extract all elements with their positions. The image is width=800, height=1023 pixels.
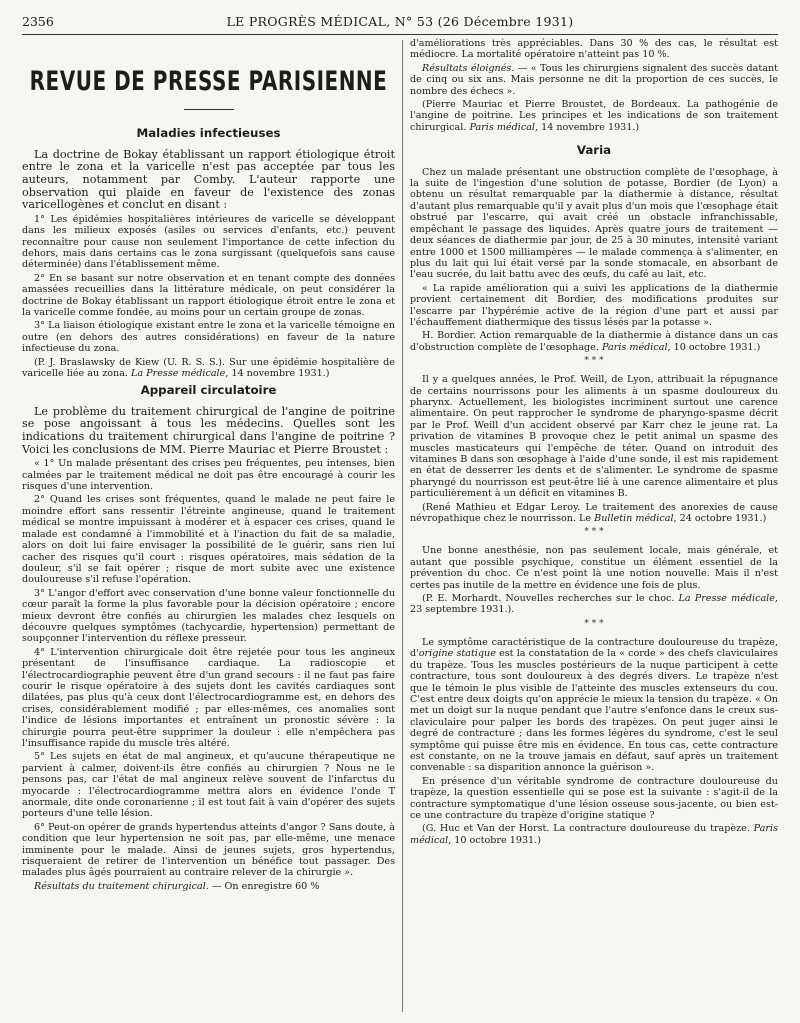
- paragraph: [22, 881, 395, 892]
- paragraph: 1° Les épidémies hospitalières intérieures de varicelle se développant dans les milieux exposés (asiles ou services d'enfants, etc.) peuvent reconnaître pour cause non seulement l'importance de cette infection du dehors, mais dans certains cas le zona surgissant (quelquefois sans cause déterminée) dans l'établissement même.: [22, 213, 395, 271]
- reference: [22, 357, 395, 380]
- journal-name: Paris médical: [602, 341, 668, 353]
- running-title: LE PROGRÈS MÉDICAL, N° 53 (26 Décembre 1931): [226, 14, 574, 29]
- column-divider: [402, 40, 403, 1012]
- reference-date: , 10 octobre 1931.): [667, 341, 761, 353]
- reference: [410, 823, 778, 846]
- page-header: [22, 12, 778, 35]
- paragraph: Il y a quelques années, le Prof. Weill, de Lyon, attribuait la répugnance de certains nourrissons pour les aliments à un spasme douloureux du pharynx. Actuellement, les biologistes incriminent surtout une carence alimentaire. On peut rapprocher le syndrome de pharyngo-spasme décrit par le Prof. Weill d'un accident observé par Karr chez le jeune rat. La privation de vitamines B provoque chez le petit animal un spasme des muscles masticateurs qui l'empêche de téter. Quand on introduit des vitamines B dans son œsophage à l'aide d'une sonde, il est mis rapidement en état de desserrer les dents et de s'alimenter. Le syndrome de spasme pharyngé du nourrisson est peut-être lié à une carence alimentaire et plus particulièrement à un déficit en vitamines B.: [410, 374, 778, 500]
- title-rule: [184, 109, 234, 110]
- reference-date: , 23 septembre 1931.).: [410, 593, 778, 616]
- reference-date: , 10 octobre 1931.): [448, 834, 541, 846]
- section-separator: * * *: [584, 356, 604, 367]
- section-title-varia: Varia: [576, 143, 612, 158]
- reference: [410, 502, 778, 525]
- right-column: [410, 38, 778, 1012]
- page-number: 2356: [22, 14, 54, 29]
- paragraph: 2° En se basant sur notre observation et en tenant compte des données amassées recueillies dans la littérature médicale, on peut considérer la doctrine de Bokay établissant un rapport étiologique étroit entre le zona et la varicelle comme fondée, au moins pour un certain groupe de zonas.: [22, 272, 395, 319]
- paragraph: En présence d'un véritable syndrome de contracture douloureuse du trapèze, la question essentielle qui se pose est la suivante : s'agit-il de la contracture symptomatique d'une lésion osseuse sous-jacente, ou bien est-ce une contracture du trapèze d'origine statique ?: [410, 775, 778, 821]
- paragraph-text: est la constatation de la « corde » des chefs claviculaires du trapèze. Tous les muscles postérieurs de la nuque participent à cette contracture, tous sont douloureux à des degrés divers. Le trapèze n'est que le témoin le plus visible de l'atteinte des muscles extenseurs du cou. C'est entre deux doigts qu'on apprécie le mieux la tension du trapèze. « On met un doigt sur la nuque pendant que l'autre s'enfonce dans le creux sus-claviculaire pour palper les bords des trapèzes. On peut juger ainsi le degré de contracture ; dans les formes légères du syndrome, c'est le seul symptôme qui puisse être mis en évidence. En tous cas, cette contracture est constante, on ne la trouve jamais en défaut, sauf après un traitement convenable : sa disparition annonce la guérison ».: [410, 648, 778, 774]
- paragraph: 3° L'angor d'effort avec conservation d'une bonne valeur fonctionnelle du cœur paraît la forme la plus favorable pour la décision opératoire ; encore mieux devront être confiés au chirurgien les malades chez lesquels on découvre quelques symptômes (tachycardie, hypertension) permettant de soupçonner l'intervention du réflexe presseur.: [22, 587, 395, 645]
- reference-text: (P. J. Braslawsky de Kiew (U. R. S. S.). Sur une épidémie hospitalière de varicelle liée au zona.: [22, 356, 395, 380]
- page-columns: [22, 38, 778, 1012]
- section-separator: * * *: [584, 527, 604, 538]
- results-label: Résultats éloignés.: [422, 62, 515, 74]
- section-separator: * * *: [584, 618, 604, 629]
- reference-text: (Pierre Mauriac et Pierre Broustet, de Bordeaux. La pathogénie de l'angine de poitrine. Les principes et les indications de son traitement chirurgical.: [410, 99, 778, 133]
- reference: [410, 99, 778, 133]
- journal-name: Paris médical: [469, 121, 535, 133]
- left-column: [22, 38, 395, 1012]
- reference-date: , 24 octobre 1931.): [673, 513, 767, 525]
- journal-page: [22, 12, 778, 1012]
- section-title-appareil: Appareil circulatoire: [140, 383, 277, 398]
- reference-date: , 14 novembre 1931.): [225, 368, 330, 380]
- section-title-maladies: Maladies infectieuses: [136, 126, 281, 141]
- journal-name: La Presse médicale: [131, 368, 226, 380]
- paragraph: Chez un malade présentant une obstruction complète de l'œsophage, à la suite de l'ingestion d'une solution de potasse, Bordier (de Lyon) a obtenu un résultat remarquable par la diathermie à distance, résultat d'autant plus remarquable qu'il y avait plus d'un mois que l'œsophage était obstrué par l'escarre, qui avait créé un obstacle infranchissable, empêchant le passage des liquides. Après quatre jours de traitement — deux séances de diathermie par jour, de 25 à 30 minutes, intensité variant entre 1000 et 1500 milliampères — le malade commença à s'alimenter, en plus du lait qui lui était versé par la sonde stomacale, en absorbant de l'eau sucrée, du lait battu avec des œufs, du café au lait, etc.: [410, 166, 778, 281]
- reference-text: (G. Huc et Van der Horst. La contracture douloureuse du trapèze.: [422, 823, 750, 835]
- results-label: Résultats du traitement chirurgical.: [34, 880, 209, 892]
- journal-name: Bulletin médical: [594, 513, 674, 525]
- reference: [410, 330, 778, 353]
- paragraph: La doctrine de Bokay établissant un rapport étiologique étroit entre le zona et la varicelle n'est pas acceptée par tous les auteurs, notamment par Comby. L'auteur rapporte une observation qui plaide en faveur de l'existence des zonas varicellogènes et conclut en disant :: [22, 147, 395, 212]
- journal-name: La Presse médicale: [678, 593, 775, 605]
- paragraph: 6° Peut-on opérer de grands hypertendus atteints d'angor ? Sans doute, à condition que leur hypertension ne soit pas, par elle-même, une menace imminente pour le malade. Ainsi de jeunes sujets, gros hypertendus, risqueraient de retirer de l'intervention un bénéfice tout passager. Des malades plus âgés pourraient au contraire relever de la chirurgie ».: [22, 821, 395, 879]
- paragraph: 3° La liaison étiologique existant entre le zona et la varicelle témoigne en outre (en dehors des autres considérations) en faveur de la nature infectieuse du zona.: [22, 320, 395, 355]
- reference: [410, 593, 778, 616]
- paragraph: 2° Quand les crises sont fréquentes, quand le malade ne peut faire le moindre effort sans ressentir l'étreinte angineuse, quand le traitement médical se montre impuissant à modérer et à espacer ces crises, quand le malade est condamné à l'immobilité et à l'inaction du fait de sa maladie, alors on doit lui faire envisager la possibilité de le guérir, sans rien lui cacher des risques qu'il court : risques opératoires, mais sédation de la douleur, s'il se fait opérer ; risque de mort subite avec une existence douloureuse s'il refuse l'opération.: [22, 494, 395, 586]
- reference-text: H. Bordier. Action remarquable de la diathermie à distance dans un cas d'obstruction complète de l'œsophage.: [410, 330, 778, 353]
- paragraph: Une bonne anesthésie, non pas seulement locale, mais générale, et autant que possible psychique, constitue un élément essentiel de la prévention du choc. Ce n'est point là une notion nouvelle. Mais il n'est certes pas inutile de la mettre en évidence une fois de plus.: [410, 545, 778, 591]
- results-text: — « Tous les chirurgiens signalent des succès datant de cinq ou six ans. Mais personne ne dit la proportion de ces succès, le nombre des échecs ».: [410, 62, 778, 97]
- paragraph: [410, 63, 778, 97]
- reference-date: , 14 novembre 1931.): [535, 121, 640, 133]
- paragraph: Le problème du traitement chirurgical de l'angine de poitrine se pose angoissant à tous les médecins. Quelles sont les indications du traitement chirurgical dans l'angine de poitrine ? Voici les conclusions de MM. Pierre Mauriac et Pierre Broustet :: [22, 404, 395, 456]
- paragraph: d'améliorations très appréciables. Dans 30 % des cas, le résultat est médiocre. La mortalité opératoire n'atteint pas 10 %.: [410, 38, 778, 61]
- revue-title: REVUE DE PRESSE PARISIENNE: [29, 64, 388, 97]
- paragraph-text: Le symptôme caractéristique de la contracture douloureuse du trapèze, d': [410, 636, 778, 660]
- reference-text: (René Mathieu et Edgar Leroy. Le traitement des anorexies de cause névropathique chez le nourrisson. Le: [410, 501, 778, 525]
- paragraph: 4° L'intervention chirurgicale doit être rejetée pour tous les angineux présentant de l'insuffisance cardiaque. La radioscopie et l'électrocardiographie peuvent être d'un grand secours : il ne faut pas faire courir le risque opératoire à des sujets dont les cavités cardiaques sont dilatées, pas plus qu'à ceux dont l'électrocardiogramme est, en dehors des crises, considérablement modifié ; par elles-mêmes, ces anomalies sont l'indice de lésions importantes et entraînent un pronostic sévère : la chirurgie pourra peut-être supprimer la douleur : elle n'empêchera pas l'insuffisance rapide du muscle très altéré.: [22, 646, 395, 749]
- paragraph: « La rapide amélioration qui a suivi les applications de la diathermie provient certainement dit Bordier, des modifications produites sur l'escarre par l'hypérémie active de la région d'une part et aussi par l'échauffement diathermique des tissus lésés par la potasse ».: [410, 282, 778, 328]
- journal-name: Paris médical: [410, 823, 778, 846]
- paragraph: [410, 637, 778, 774]
- reference-text: (P. E. Morhardt. Nouvelles recherches sur le choc.: [422, 593, 675, 605]
- emphasis: origine statique: [418, 648, 496, 660]
- paragraph: « 1° Un malade présentant des crises peu fréquentes, peu intenses, bien calmées par le traitement médical ne doit pas être encouragé à courir les risques d'une intervention.: [22, 458, 395, 493]
- paragraph: 5° Les sujets en état de mal angineux, et qu'aucune thérapeutique ne parvient à calmer, doivent-ils être confiés au chirurgien ? Nous ne le pensons pas, car l'état de mal angineux relève souvent de l'infarctus du myocarde : l'électrocardiogramme mettra alors en évidence l'onde T anormale, dite onde coronarienne ; il est tout fait à vain d'opérer des sujets porteurs d'une telle lésion.: [22, 751, 395, 820]
- results-text: — On enregistre 60 %: [208, 880, 320, 892]
